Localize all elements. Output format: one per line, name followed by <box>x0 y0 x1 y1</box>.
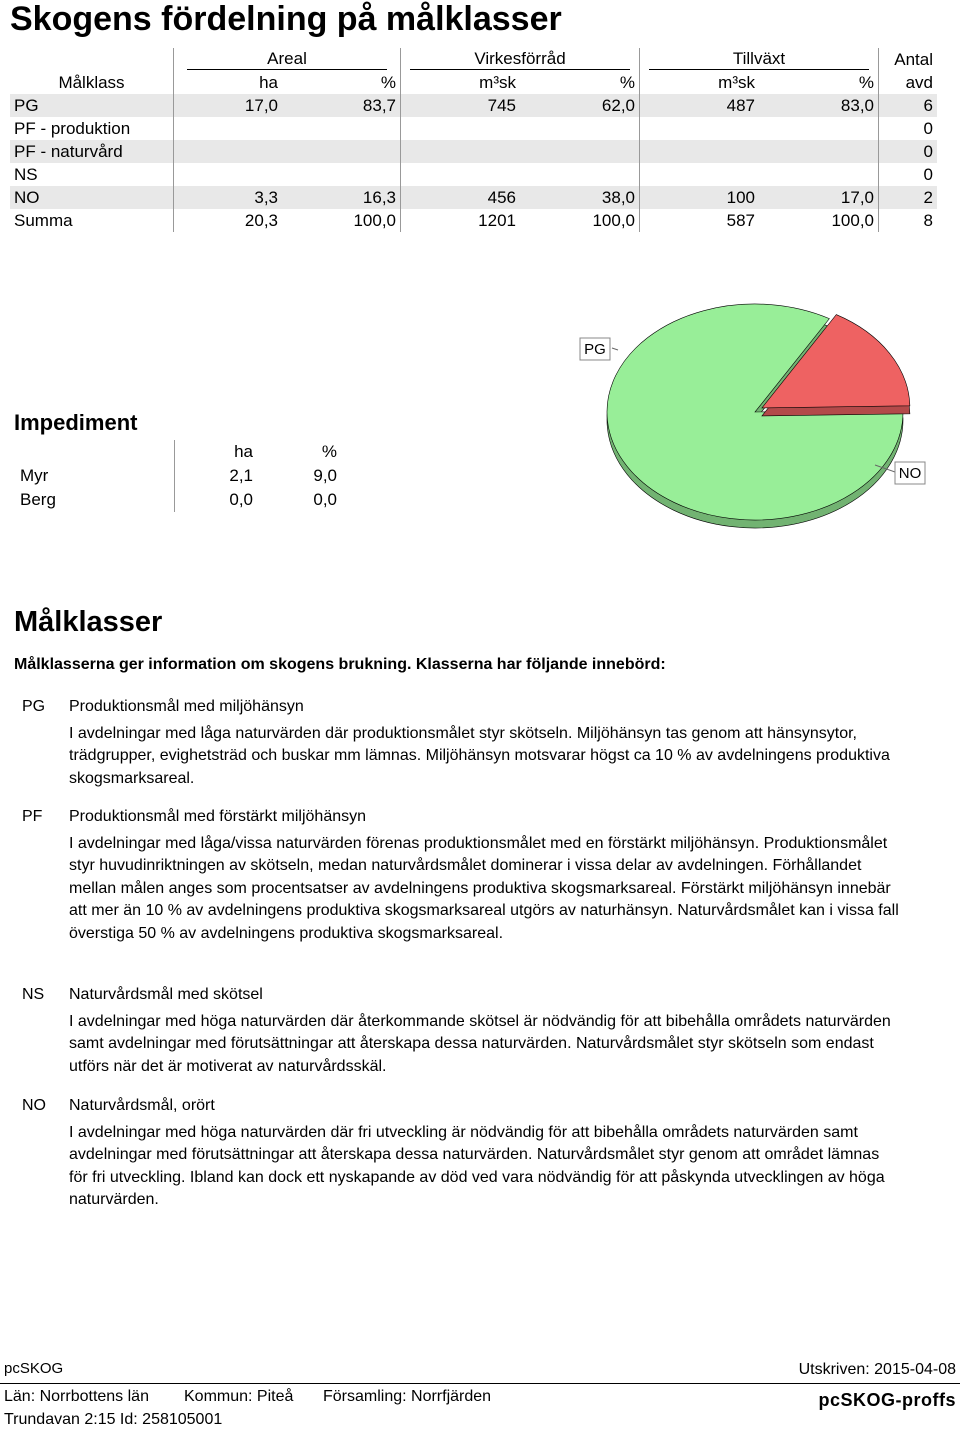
cell-value: 0 <box>879 117 938 140</box>
pie-label-no: NO <box>898 465 922 482</box>
group-header-row <box>10 48 937 71</box>
antal-header: Antal <box>879 48 938 71</box>
row-label: PF - naturvård <box>10 140 174 163</box>
cell-value: 100,0 <box>353 210 396 230</box>
cell-value: 2 <box>879 186 938 209</box>
section-text: I avdelningar med låga naturvärden där produktionsmålet styr skötseln. Miljöhänsyn tas genom att hänsynsytor, trädgrupper, evighetsträd och buskar mm lämnas. Miljöhänsyn motsvarar högst ca 10 % av avdelningens produktiva skogsmarksareal. <box>69 724 890 787</box>
cell-value <box>174 117 283 140</box>
cell-value: 100,0 <box>592 210 635 230</box>
cell-value <box>282 140 401 163</box>
malklass-table <box>10 48 937 232</box>
cell-value: 0 <box>879 163 938 186</box>
cell-value <box>282 117 401 140</box>
section-heading: Produktionsmål med miljöhänsyn <box>69 698 304 715</box>
m3sk-header: m³sk <box>640 71 760 94</box>
cell-value <box>759 117 879 140</box>
virkesforrad-header: Virkesförråd <box>401 48 640 71</box>
cell-value: 100,0 <box>831 210 874 230</box>
row-label: PF - produktion <box>14 118 131 138</box>
cell-value <box>759 140 879 163</box>
pct-header: % <box>321 442 337 461</box>
tillvaxt-header: Tillväxt <box>640 48 879 71</box>
pct-header: % <box>380 72 396 92</box>
cell-value: 0,0 <box>313 490 337 509</box>
section-heading: Naturvårdsmål, orört <box>69 1097 215 1114</box>
cell-value: 1201 <box>401 209 521 232</box>
row-label: Berg <box>20 490 56 509</box>
pct-header: % <box>858 72 874 92</box>
cell-value: 0 <box>879 140 938 163</box>
table-row <box>10 209 937 232</box>
page-title: Skogens fördelning på målklasser <box>10 0 562 38</box>
row-label: Summa <box>14 210 73 230</box>
table-row <box>10 94 937 117</box>
row-label: PG <box>10 94 174 117</box>
cell-value: 9,0 <box>313 466 337 485</box>
cell-value <box>401 117 521 140</box>
cell-value: 2,1 <box>175 464 260 488</box>
cell-value: 487 <box>640 94 760 117</box>
section-code: PF <box>22 808 43 825</box>
section-text: I avdelningar med låga/vissa naturvärden förenas produktionsmålet med en förstärkt miljöhänsyn. Produktionsmålet styr huvudinriktningen av skötseln, medan naturvårdsmålet dominerar i vissa delar av avdelningen. Förhållandet mellan målen anges som procentsatser av avdelningens produktiva skogsmarksareal. Förstärkt miljöhänsyn innebär att mer än 10 % av avdelningens produktiva skogsmarksareal utgörs av naturhänsyn. Naturvårdsmålet kan i vissa fall överstiga 50 % av avdelningens produktiva skogsmarksareal. <box>69 834 899 942</box>
cell-value: 20,3 <box>174 209 283 232</box>
section-heading: Produktionsmål med förstärkt miljöhänsyn <box>69 808 367 825</box>
cell-value <box>759 163 879 186</box>
impediment-row <box>14 488 343 512</box>
table-row <box>10 140 937 163</box>
cell-value: 17,0 <box>174 94 283 117</box>
cell-value <box>640 163 760 186</box>
avd-header: avd <box>879 71 938 94</box>
table-row <box>10 163 937 186</box>
footer-property: Trundavan 2:15 Id: 258105001 <box>4 1411 223 1428</box>
impediment-title: Impediment <box>14 410 138 435</box>
pcskog-proffs-logo: pcSKOG-proffs <box>818 1390 956 1410</box>
malklasser-intro: Målklasserna ger information om skogens brukning. Klasserna har följande innebörd: <box>14 656 666 673</box>
ha-header: ha <box>175 440 260 464</box>
section-pf <box>22 806 902 945</box>
section-ns <box>22 984 902 1078</box>
cell-value: 38,0 <box>520 186 640 209</box>
cell-value: 8 <box>879 209 938 232</box>
pie-label-leader <box>612 348 618 350</box>
cell-value <box>401 140 521 163</box>
footer-brand: pcSKOG <box>4 1360 64 1377</box>
areal-header: Areal <box>174 48 401 71</box>
row-label: Myr <box>20 466 49 485</box>
cell-value: 62,0 <box>520 94 640 117</box>
pct-header: % <box>619 72 635 92</box>
ha-header: ha <box>174 71 283 94</box>
section-pg <box>22 696 902 790</box>
row-label: NO <box>10 186 174 209</box>
cell-value <box>174 140 283 163</box>
impediment-table <box>14 440 343 512</box>
table-row <box>10 117 937 140</box>
cell-value <box>282 163 401 186</box>
footer-printed-date: Utskriven: 2015-04-08 <box>798 1361 956 1378</box>
impediment-header-row <box>14 440 343 464</box>
cell-value <box>640 117 760 140</box>
malklass-header: Målklass <box>58 72 125 92</box>
section-code: NS <box>22 986 45 1003</box>
cell-value: 456 <box>401 186 521 209</box>
cell-value <box>640 140 760 163</box>
cell-value: 6 <box>879 94 938 117</box>
cell-value: 587 <box>640 209 760 232</box>
cell-value: 3,3 <box>174 186 283 209</box>
m3sk-header: m³sk <box>401 71 521 94</box>
cell-value: 100 <box>640 186 760 209</box>
footer-kommun: Kommun: Piteå <box>184 1388 294 1405</box>
section-heading: Naturvårdsmål med skötsel <box>69 986 263 1003</box>
sub-header-row <box>10 71 937 94</box>
malklasser-title: Målklasser <box>14 606 163 638</box>
cell-value <box>401 163 521 186</box>
cell-value: 83,7 <box>282 94 401 117</box>
table-row <box>10 186 937 209</box>
pie-label-pg: PG <box>584 341 606 358</box>
footer-lan: Län: Norrbottens län <box>4 1388 149 1405</box>
impediment-row <box>14 464 343 488</box>
cell-value: 745 <box>401 94 521 117</box>
cell-value: 17,0 <box>759 186 879 209</box>
row-label: NS <box>14 164 38 184</box>
section-text: I avdelningar med höga naturvärden där fri utveckling är nödvändig för att bibehålla områdets naturvärden samt avdelningar med förutsättningar att återskapa dessa naturvärden. Naturvårdsmålet styr genom att området lämnas för fri utveckling. Ibland kan dock ett nyskapande av död ved vara nödvändig för att påskynda utvecklingen av höga naturvärden. <box>69 1123 885 1208</box>
cell-value: 83,0 <box>759 94 879 117</box>
section-code: NO <box>22 1097 46 1114</box>
cell-value: 0,0 <box>175 488 260 512</box>
cell-value <box>520 117 640 140</box>
cell-value <box>520 163 640 186</box>
cell-value <box>520 140 640 163</box>
section-no <box>22 1095 902 1212</box>
footer-forsamling: Församling: Norrfjärden <box>323 1388 492 1405</box>
section-text: I avdelningar med höga naturvärden där återkommande skötsel är nödvändig för att bibehålla områdets naturvärden samt avdelningar med förutsättningar att återskapa dessa naturvärden. Naturvårdsmålet styr skötseln som endast utförs när det är motiverat av naturvårdsskäl. <box>69 1012 891 1075</box>
malklass-pie-chart <box>560 290 960 550</box>
cell-value: 16,3 <box>282 186 401 209</box>
section-code: PG <box>22 698 46 715</box>
cell-value <box>174 163 283 186</box>
